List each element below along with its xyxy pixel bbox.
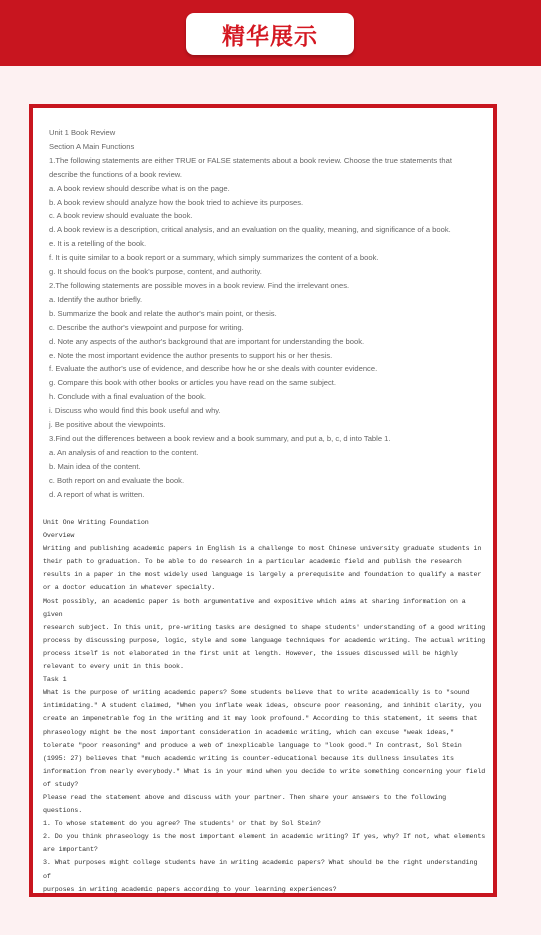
text-line: a. A book review should describe what is on the page. <box>49 183 230 193</box>
text-line: information from nearly everybody." What is in your mind when you decide to write something concerning your field <box>43 767 486 776</box>
text-line: are important? <box>43 846 98 855</box>
text-line: describe the functions of a book review. <box>49 169 182 179</box>
content-frame <box>29 104 497 897</box>
text-line: c. Both report on and evaluate the book. <box>49 475 185 485</box>
writing-foundation-section <box>43 517 487 897</box>
header-band <box>0 0 541 66</box>
text-line: f. It is quite similar to a book report or a summary, which simply summarizes the content of a book. <box>49 253 379 263</box>
book-review-section <box>49 126 481 501</box>
text-line: What is the purpose of writing academic papers? Some students believe that to write academically is to "sound <box>43 689 470 698</box>
text-line: of study? <box>43 780 79 789</box>
text-line: research subject. In this unit, pre-writing tasks are designed to shape students' understanding of a good writing <box>43 623 486 632</box>
text-line: relevant to every unit in this book. <box>43 663 184 672</box>
text-line: Unit 1 Book Review <box>49 128 116 137</box>
text-line: 3.Find out the differences between a book review and a book summary, and put a, b, c, d into Table 1. <box>49 433 391 443</box>
text-line: purposes in writing academic papers according to your learning experiences? <box>43 885 337 894</box>
text-line: e. Note the most important evidence the author presents to support his or her thesis. <box>49 350 333 360</box>
text-line: c. A book review should evaluate the book. <box>49 211 193 221</box>
text-line: create an impenetrable fog in the writing and it may look profound." According to this statement, it seems that <box>43 715 478 724</box>
text-line: d. A book review is a description, critical analysis, and an evaluation on the quality, meaning, and significance of a book. <box>49 225 451 235</box>
text-line: their path to graduation. To be able to do research in a particular academic field and publish the research <box>43 558 462 567</box>
text-line: e. It is a retelling of the book. <box>49 239 147 249</box>
text-line: process itself is not elaborated in the first unit at length. However, the issues discussed will be highly <box>43 649 458 658</box>
text-line: 2. Do you think phraseology is the most important element in academic writing? If yes, why? If not, what elements <box>43 833 486 842</box>
text-line: a. Identify the author briefly. <box>49 294 143 304</box>
text-line: 1. To whose statement do you agree? The students' or that by Sol Stein? <box>43 820 321 829</box>
text-line: results in a paper in the most widely used language is largely a prerequisite and foundation to qualify a master <box>43 571 482 580</box>
text-line: c. Describe the author's viewpoint and purpose for writing. <box>49 322 244 332</box>
text-line: Section A Main Functions <box>49 141 135 151</box>
text-line: tolerate "poor reasoning" and produce a web of inexplicable language to "look good." In contrast, Sol Stein <box>43 741 462 750</box>
text-line: d. Note any aspects of the author's background that are important for understanding the book. <box>49 336 365 346</box>
text-line: phraseology might be the most important consideration in academic writing, which can excuse "weak ideas," <box>43 728 454 737</box>
text-line: f. Evaluate the author's use of evidence, and describe how he or she deals with counter evidence. <box>49 364 378 374</box>
text-line: or a doctor education in whatever specialty. <box>43 584 216 593</box>
text-line: h. Conclude with a final evaluation of the book. <box>49 392 207 402</box>
text-line: i. Discuss who would find this book useful and why. <box>49 406 221 416</box>
text-line: 2.The following statements are possible moves in a book review. Find the irrelevant ones. <box>49 280 350 290</box>
text-line: b. A book review should analyze how the book tried to achieve its purposes. <box>49 197 304 207</box>
text-line: g. It should focus on the book's purpose, content, and authority. <box>49 267 262 277</box>
title-badge <box>186 13 354 55</box>
text-line: Task 1 <box>43 676 67 685</box>
text-line: a. An analysis of and reaction to the content. <box>49 447 199 457</box>
text-line: Most possibly, an academic paper is both argumentative and expositive which aims at sharing information on a given <box>43 597 466 619</box>
text-line: j. Be positive about the viewpoints. <box>49 420 166 430</box>
text-line: Please read the statement above and discuss with your partner. Then share your answers to the following questions. <box>43 793 447 816</box>
text-line: 1.The following statements are either TRUE or FALSE statements about a book review. Choose the true statements that <box>49 155 452 165</box>
text-line: intimidating." A student claimed, "When you inflate weak ideas, obscure poor reasoning, and inhibit clarity, you <box>43 702 482 711</box>
text-line: d. A report of what is written. <box>49 489 145 499</box>
text-line: (1995: 27) believes that "much academic writing is counter-educational because its dullness insulates its <box>43 754 454 763</box>
text-line: b. Summarize the book and relate the author's main point, or thesis. <box>49 308 277 318</box>
text-line: g. Compare this book with other books or articles you have read on the same subject. <box>49 378 337 388</box>
text-line: Writing and publishing academic papers in English is a challenge to most Chinese university graduate students in <box>43 545 482 554</box>
text-line: Overview <box>43 532 75 541</box>
text-line: 3. What purposes might college students have in writing academic papers? What should be the right understanding of <box>43 859 478 881</box>
page-title: 精华展示 <box>222 23 318 50</box>
text-line: b. Main idea of the content. <box>49 461 141 471</box>
text-line: process by discussing purpose, logic, style and some language techniques for academic writing. The actual writing <box>43 636 486 645</box>
text-line: Unit One Writing Foundation <box>43 519 149 527</box>
